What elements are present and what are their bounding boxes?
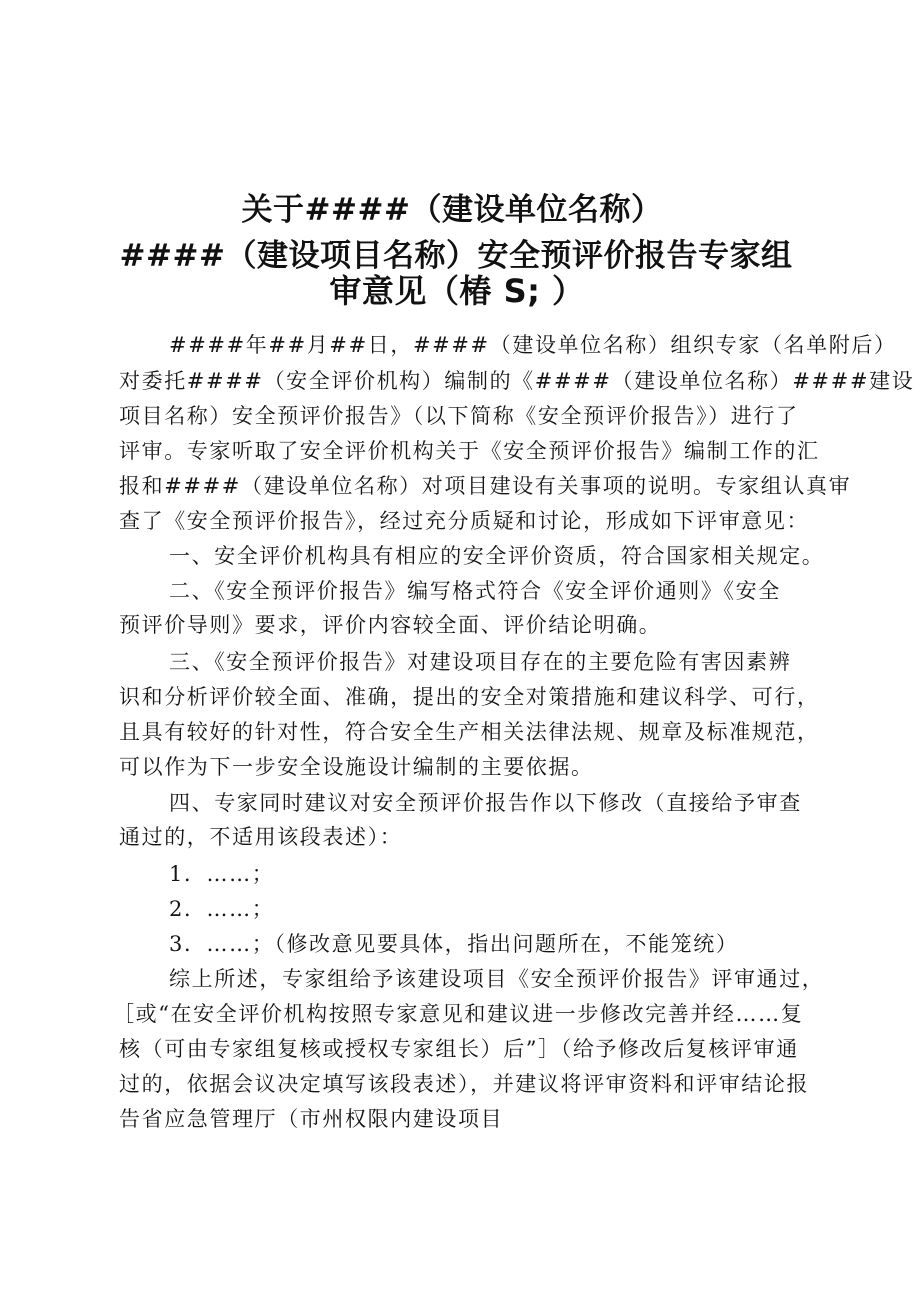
body-line: 核（可由专家组复核或授权专家组长）后”］（给予修改后复核评审通 <box>119 1037 799 1061</box>
body-line: ####年##月##日，####（建设单位名称）组织专家（名单附后） <box>169 333 897 357</box>
body-line: 评审。专家听取了安全评价机构关于《安全预评价报告》编制工作的汇 <box>119 439 820 463</box>
title-line-3: 审意见（椿 S; ） <box>329 272 585 310</box>
body-line: 项目名称）安全预评价报告》（以下简称《安全预评价报告》）进行了 <box>119 404 799 428</box>
body-line: 通过的，不适用该段表述）： <box>119 825 403 849</box>
body-line: 综上所述，专家组给予该建设项目《安全预评价报告》评审通过， <box>169 967 825 991</box>
body-line: 预评价导则》要求，评价内容较全面、评价结论明确。 <box>119 613 662 637</box>
body-line: ［或“在安全评价机构按照专家意见和建议进一步修改完善并经……复 <box>113 1002 804 1026</box>
body-line: 1．……； <box>169 862 275 886</box>
body-line: 3．……；（修改意见要具体，指出问题所在，不能笼统） <box>169 932 739 956</box>
title-line-2: ####（建设项目名称）安全预评价报告专家组 <box>119 238 793 274</box>
body-line: 且具有较好的针对性，符合安全生产相关法律法规、规章及标准规范， <box>119 720 820 744</box>
body-line: 对委托####（安全评价机构）编制的《####（建设单位名称）####建设 <box>119 369 915 393</box>
body-line: 2．……； <box>169 897 275 921</box>
title-line-1: 关于####（建设单位名称） <box>241 192 663 228</box>
body-line: 过的，依据会议决定填写该段表述），并建议将评审资料和评审结论报 <box>119 1072 810 1096</box>
body-line: 可以作为下一步安全设施设计编制的主要依据。 <box>119 755 594 779</box>
body-line: 识和分析评价较全面、准确，提出的安全对策措施和建议科学、可行， <box>119 685 820 709</box>
body-line: 报和####（建设单位名称）对项目建设有关事项的说明。专家组认真审 <box>119 474 852 498</box>
body-line: 告省应急管理厅（市州权限内建设项目 <box>119 1107 504 1131</box>
body-line: 查了《安全预评价报告》，经过充分质疑和讨论，形成如下评审意见： <box>119 509 810 533</box>
body-line: 三、《安全预评价报告》对建设项目存在的主要危险有害因素辨 <box>169 650 792 674</box>
body-line: 二、《安全预评价报告》编写格式符合《安全评价通则》《安全 <box>169 579 781 603</box>
body-line: 一、安全评价机构具有相应的安全评价资质，符合国家相关规定。 <box>169 544 825 568</box>
body-line: 四、专家同时建议对安全预评价报告作以下修改（直接给予审查 <box>169 791 802 815</box>
